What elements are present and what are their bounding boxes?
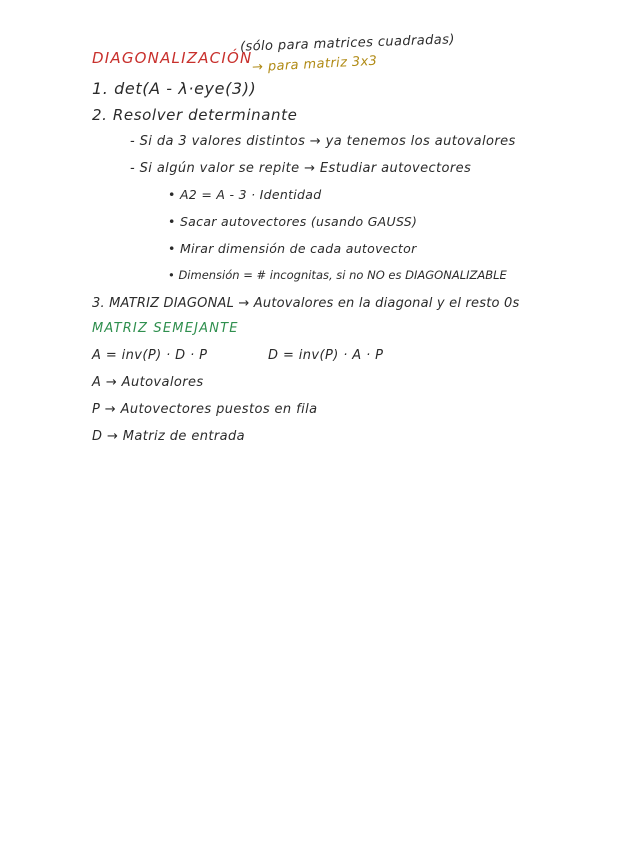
bullet-dimension-rule: • Dimensión = # incognitas, si no NO es DIAGONALIZABLE bbox=[168, 268, 507, 282]
step-1: 1. det(A - λ·eye(3)) bbox=[92, 79, 257, 98]
bullet-autovectores: • Sacar autovectores (usando GAUSS) bbox=[168, 214, 418, 229]
formula-a: A = inv(P) · D · P bbox=[92, 348, 208, 363]
step-2: 2. Resolver determinante bbox=[92, 106, 298, 124]
def-d: D → Matriz de entrada bbox=[92, 429, 246, 444]
formula-d: D = inv(P) · A · P bbox=[268, 348, 384, 363]
def-a: A → Autovalores bbox=[92, 375, 204, 390]
substep-repeated-value: - Si algún valor se repite → Estudiar autovectores bbox=[130, 161, 472, 176]
title-note: (sólo para matrices cuadradas) bbox=[239, 32, 456, 55]
title-diagonalizacion: DIAGONALIZACIÓN bbox=[92, 49, 253, 67]
bullet-a2: • A2 = A - 3 · Identidad bbox=[168, 187, 322, 202]
section2-title: MATRIZ SEMEJANTE bbox=[92, 321, 239, 336]
substep-distinct-values: - Si da 3 valores distintos → ya tenemos los autovalores bbox=[130, 134, 516, 149]
def-p: P → Autovectores puestos en fila bbox=[92, 402, 318, 417]
step-3: 3. MATRIZ DIAGONAL → Autovalores en la diagonal y el resto 0s bbox=[92, 296, 520, 311]
title-subnote: → para matriz 3x3 bbox=[251, 53, 378, 76]
bullet-dimension-check: • Mirar dimensión de cada autovector bbox=[168, 241, 417, 256]
